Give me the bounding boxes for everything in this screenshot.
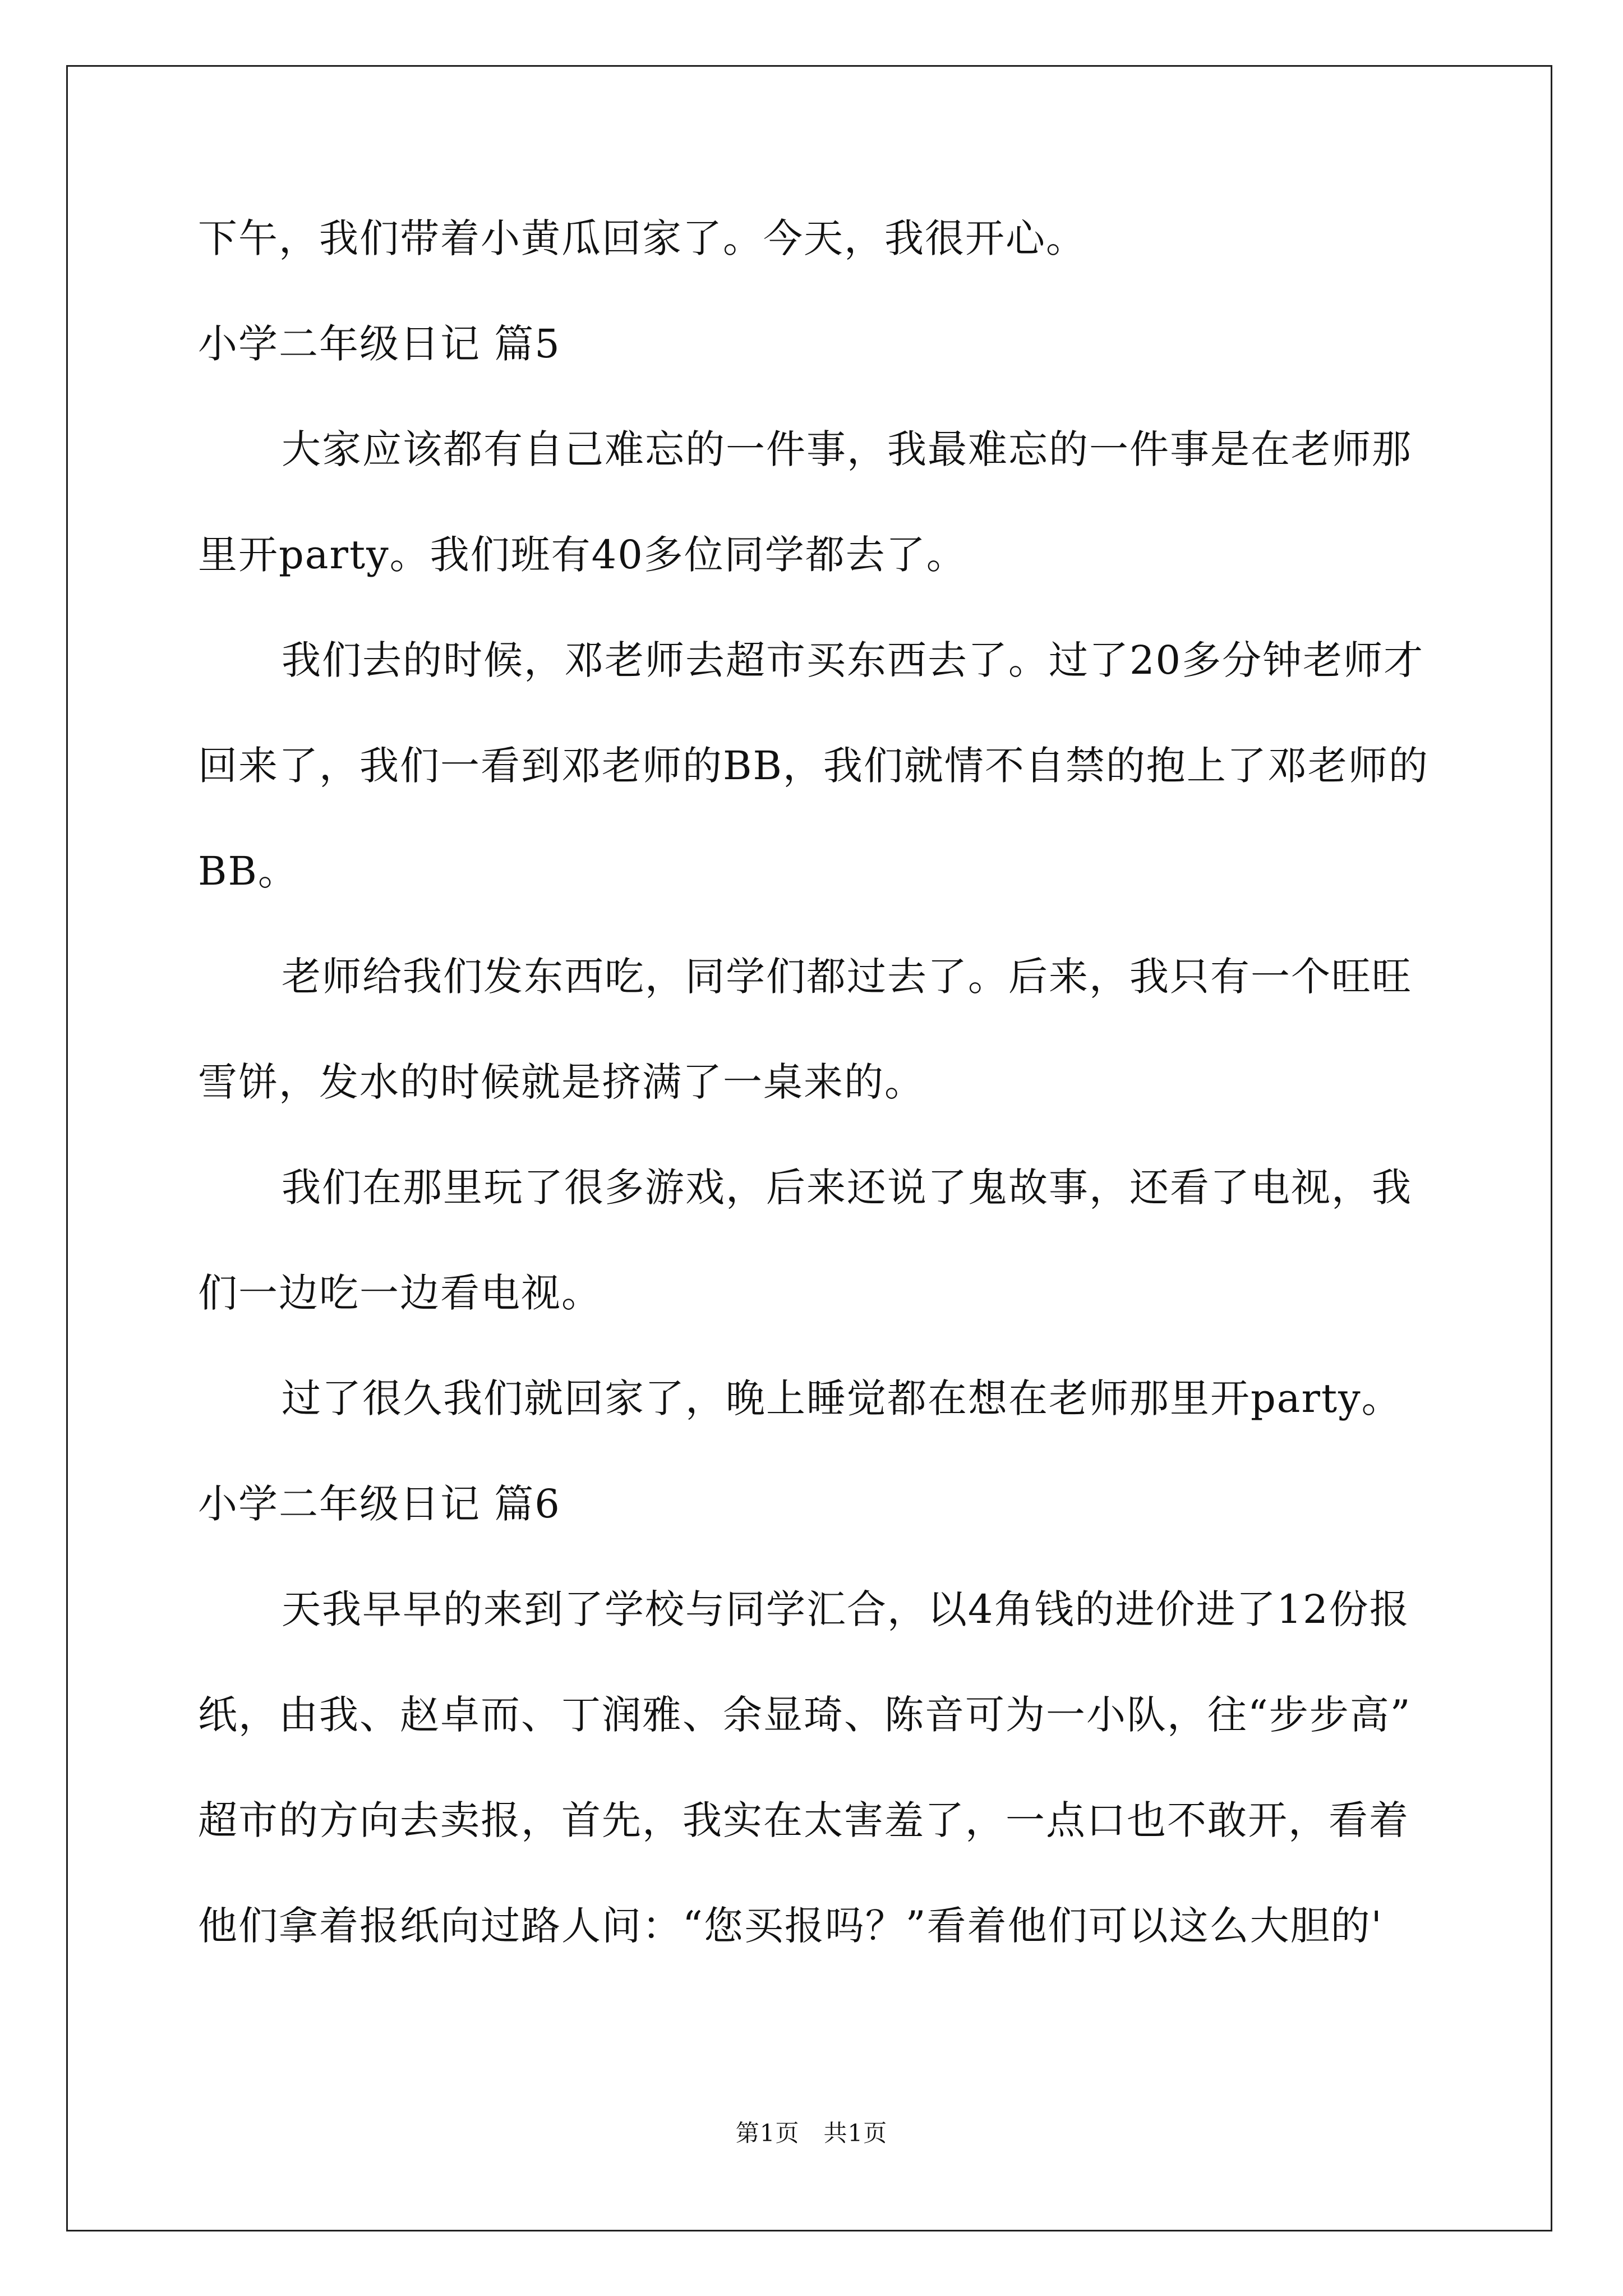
text-line: 过了很久我们就回家了，晚上睡觉都在想在老师那里开party。 bbox=[282, 1375, 1402, 1421]
text-line: 雪饼，发水的时候就是挤满了一桌来的。 bbox=[198, 1059, 925, 1105]
text-line: 天我早早的来到了学校与同学汇合，以4角钱的进价进了12份报 bbox=[282, 1586, 1410, 1632]
text-line: 他们拿着报纸向过路人问：“您买报吗？”看着他们可以这么大胆的' bbox=[198, 1903, 1383, 1949]
page-number-footer: 第1页 共1页 bbox=[735, 2119, 888, 2147]
section-heading: 小学二年级日记 篇5 bbox=[198, 321, 561, 367]
text-line: BB。 bbox=[198, 848, 298, 894]
text-line: 老师给我们发东西吃，同学们都过去了。后来，我只有一个旺旺 bbox=[282, 954, 1412, 1000]
text-line: 大家应该都有自己难忘的一件事，我最难忘的一件事是在老师那 bbox=[282, 426, 1412, 472]
text-line: 我们在那里玩了很多游戏，后来还说了鬼故事，还看了电视，我 bbox=[282, 1165, 1412, 1211]
section-heading: 小学二年级日记 篇6 bbox=[198, 1481, 561, 1527]
text-line: 回来了，我们一看到邓老师的BB，我们就情不自禁的抱上了邓老师的 bbox=[198, 743, 1429, 789]
text-line: 们一边吃一边看电视。 bbox=[198, 1270, 602, 1316]
text-line: 下午，我们带着小黄瓜回家了。今天，我很开心。 bbox=[198, 215, 1086, 261]
text-line: 超市的方向去卖报，首先，我实在太害羞了，一点口也不敢开，看着 bbox=[198, 1797, 1409, 1843]
text-line: 我们去的时候，邓老师去超市买东西去了。过了20多分钟老师才 bbox=[282, 637, 1424, 683]
text-line: 纸，由我、赵卓而、丁润雅、余显琦、陈音可为一小队，往“步步高” bbox=[198, 1692, 1412, 1738]
text-line: 里开party。我们班有40多位同学都去了。 bbox=[198, 532, 967, 578]
